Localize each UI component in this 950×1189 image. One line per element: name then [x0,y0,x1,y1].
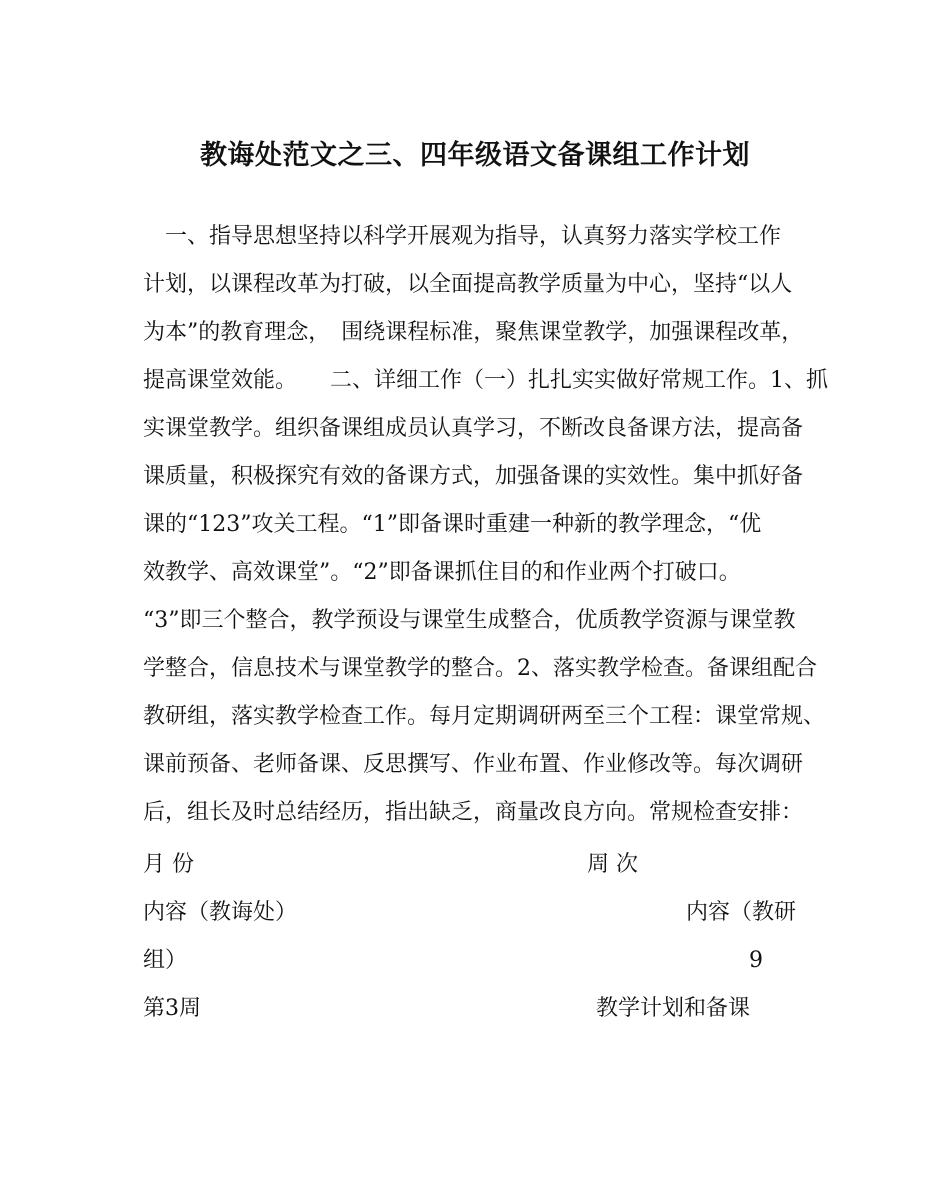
paragraph-line: 计划，以课程改革为打破，以全面提高教学质量为中心，坚持“以人 [143,272,793,297]
paragraph-line: “3”即三个整合，教学预设与课堂生成整合，优质教学资源与课堂教 [143,608,796,633]
paragraph-line: 课前预备、老师备课、反思撰写、作业布置、作业修改等。每次调研 [143,752,804,777]
schedule-week-header: 周 次 [587,852,638,877]
paragraph-line: 课质量，积极探究有效的备课方式，加强备课的实效性。集中抓好备 [143,464,804,489]
paragraph-line: 效教学、高效课堂”。“2”即备课抓住目的和作业两个打破口。 [143,560,741,585]
paragraph-line: 提高课堂效能。 二、详细工作（一）扎扎实实做好常规工作。1、抓 [143,368,828,393]
paragraph-line: 学整合，信息技术与课堂教学的整合。2、落实教学检查。备课组配合 [143,656,817,681]
schedule-month-value: 9 [749,948,763,973]
paragraph-line: 课的“123”攻关工程。“1”即备课时重建一种新的教学理念，“优 [143,512,762,537]
document-title: 教诲处范文之三、四年级语文备课组工作计划 [200,140,750,171]
paragraph-line: 教研组，落实教学检查工作。每月定期调研两至三个工程：课堂常规、 [143,704,826,729]
schedule-content-jiaohui-header: 内容（教诲处） [143,900,298,925]
schedule-week-value: 第3周 [143,996,201,1021]
schedule-month-header: 月 份 [143,852,194,877]
paragraph-line: 实课堂教学。组织备课组成员认真学习，不断改良备课方法，提高备 [143,416,804,441]
schedule-content-jiaoyan-header-cont: 组） [143,948,188,973]
schedule-content-jiaoyan-header: 内容（教研 [686,900,797,925]
paragraph-line: 一、指导思想坚持以科学开展观为指导，认真努力落实学校工作 [143,224,782,249]
schedule-item-value: 教学计划和备课 [596,996,751,1021]
paragraph-line: 为本”的教育理念， 围绕课程标准，聚焦课堂教学，加强课程改革， [143,320,804,345]
paragraph-line: 后，组长及时总结经历，指出缺乏，商量改良方向。常规检查安排： [143,800,804,825]
